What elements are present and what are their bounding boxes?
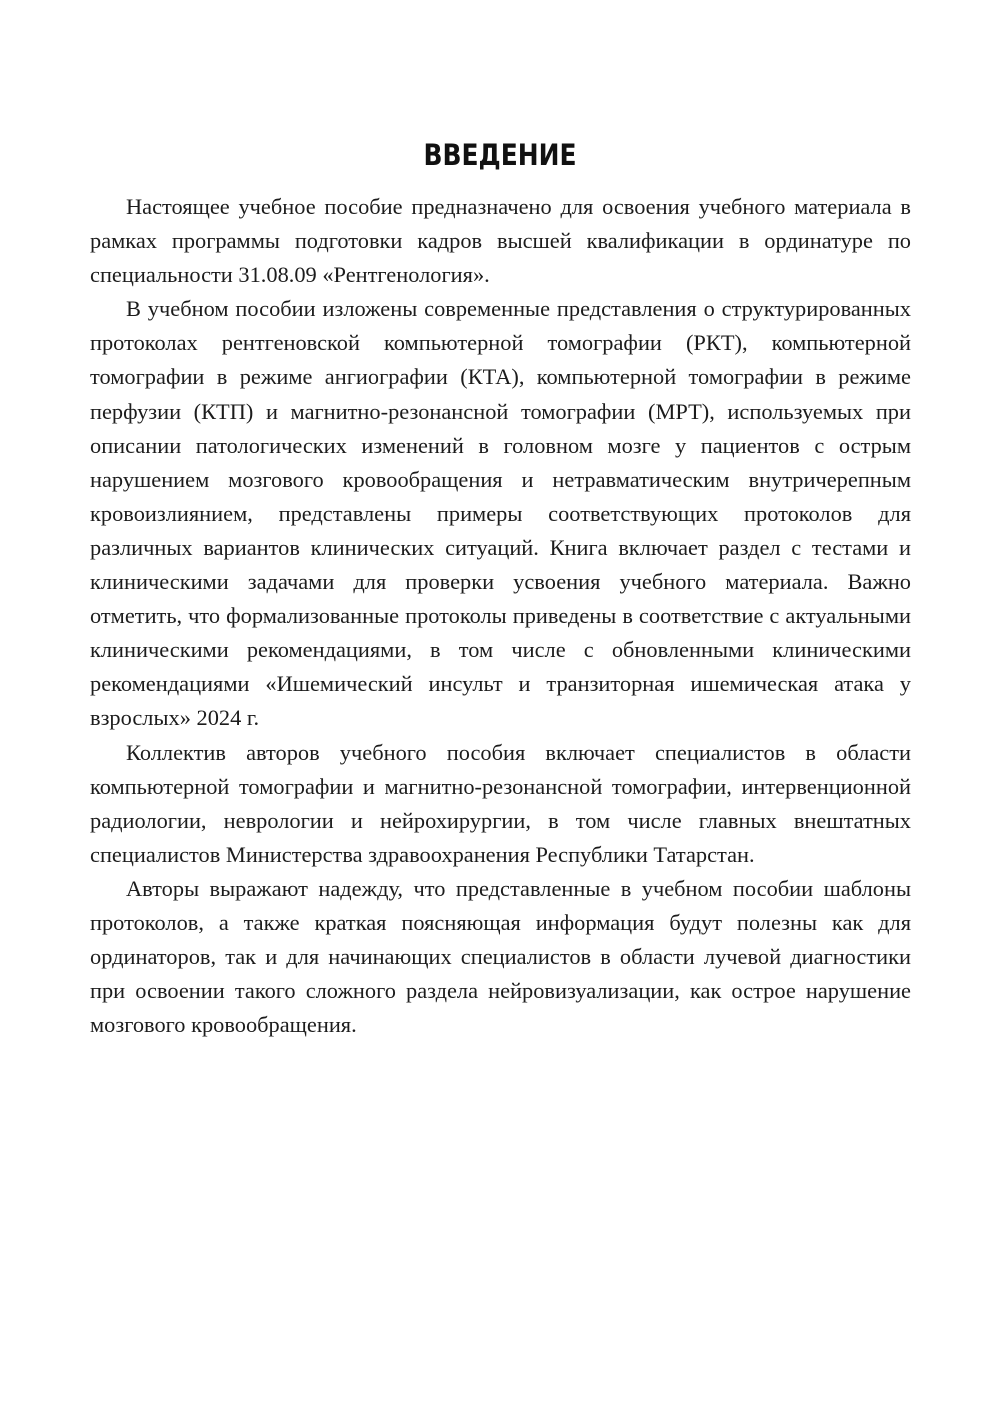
paragraph-contents: В учебном пособии изложены современные представления о структурированных протоколах рентгеновской компьютерной томографии (РКТ), компьютерной томографии в режиме ангиографии (КТА), компьютерной томографии в режиме перфузии (КТП) и магнитно-резонансной томографии (МРТ), используемых при описании патологических изменений в головном мозге у пациентов с острым нарушением мозгового кровообращения и нетравматическим внутричерепным кровоизлиянием, представлены примеры соответствующих протоколов для различных вариантов клинических ситуаций. Книга включает раздел с тестами и клиническими задачами для проверки усвоения учебного материала. Важно отметить, что формализованные протоколы приведены в соответствие с актуальными клиническими рекомендациями, в том числе с обновленными клиническими рекомендациями «Ишемический инсульт и транзиторная ишемическая атака у взрослых» 2024 г.	[90, 296, 911, 731]
body-text	[90, 190, 911, 1042]
paragraph-authors: Коллектив авторов учебного пособия включает специалистов в области компьютерной томографии и магнитно-резонансной томографии, интервенционной радиологии, неврологии и нейрохирургии, в том числе главных внештатных специалистов Министерства здравоохранения Республики Татарстан.	[90, 739, 911, 867]
paragraph-hope: Авторы выражают надежду, что представленные в учебном пособии шаблоны протоколов, а также краткая поясняющая информация будут полезны как для ординаторов, так и для начинающих специалистов в области лучевой диагностики при освоении такого сложного раздела нейровизуализации, как острое нарушение мозгового кровообращения.	[90, 875, 911, 1038]
paragraph-purpose: Настоящее учебное пособие предназначено для освоения учебного материала в рамках программы подготовки кадров высшей квалификации в ординатуре по специальности 31.08.09 «Рентгенология».	[90, 194, 911, 288]
page-title: ВВЕДЕНИЕ	[423, 138, 577, 172]
